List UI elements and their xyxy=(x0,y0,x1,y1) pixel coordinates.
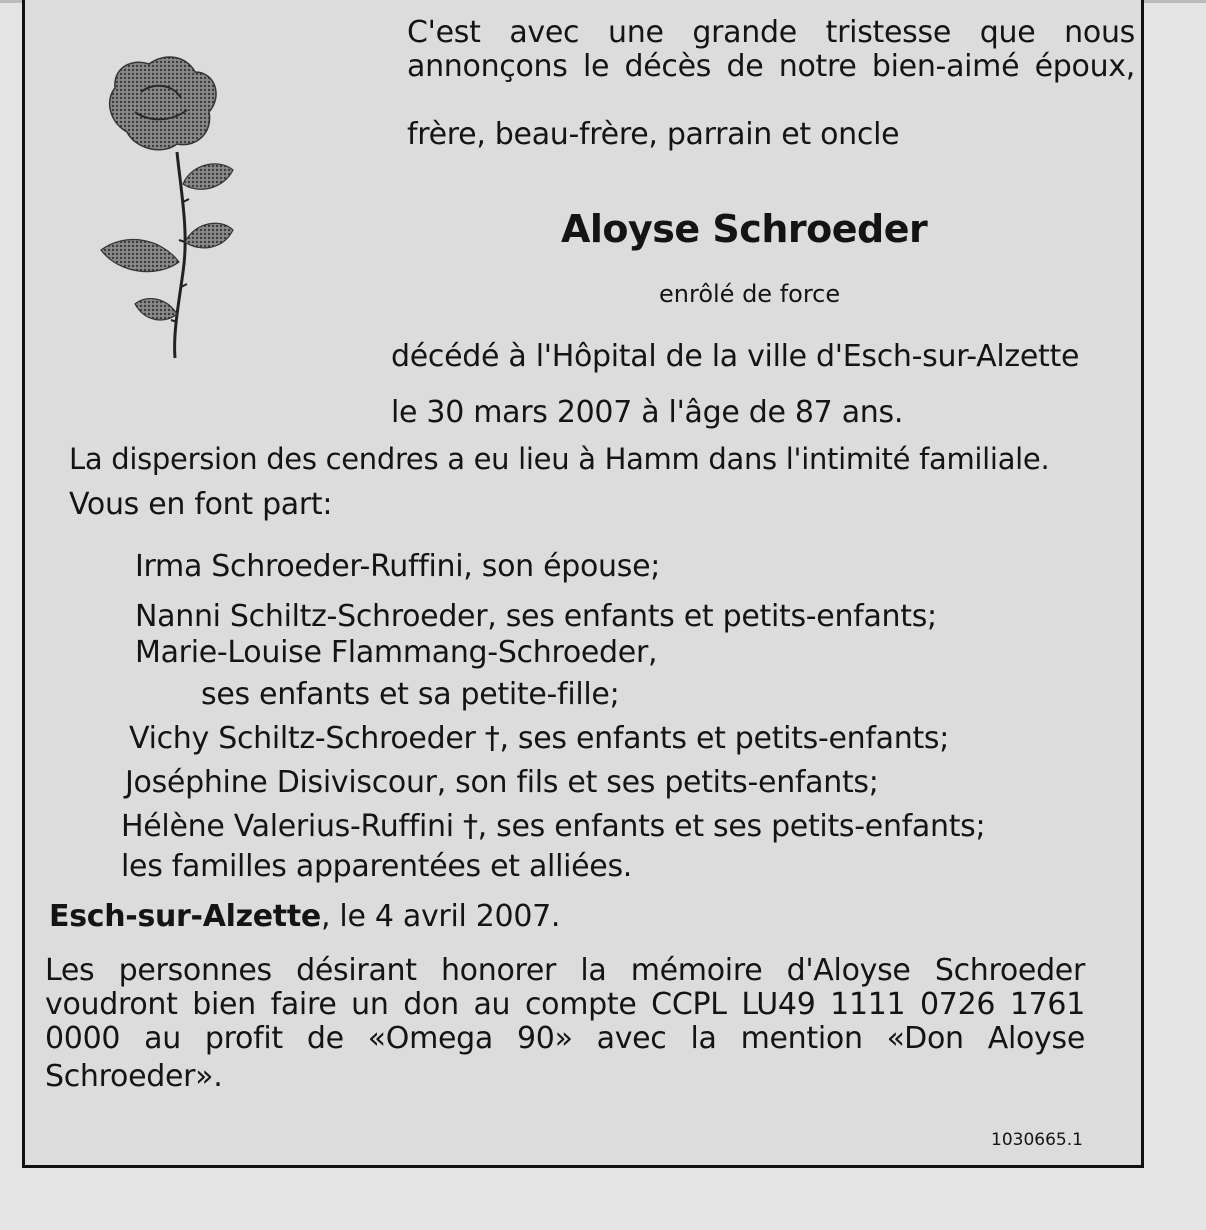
rose-icon xyxy=(91,52,241,364)
family-line: ses enfants et sa petite-fille; xyxy=(201,677,620,712)
intro-text xyxy=(407,16,1135,84)
ashes-line: La dispersion des cendres a eu lieu à Hamm dans l'intimité familiale. xyxy=(69,442,1050,476)
donation-line: Schroeder». xyxy=(45,1059,223,1094)
donation-line: Les personnes désirant honorer la mémoire d'Aloyse Schroeder xyxy=(45,953,1085,988)
dateline-place: Esch-sur-Alzette xyxy=(49,899,321,934)
family-line: Marie-Louise Flammang-Schroeder, xyxy=(135,635,658,670)
intro-line: annonçons le décès de notre bien-aimé époux, xyxy=(407,49,1135,84)
death-line: décédé à l'Hôpital de la ville d'Esch-sur-Alzette xyxy=(391,339,1080,374)
family-line: les familles apparentées et alliées. xyxy=(121,849,633,884)
family-line: Irma Schroeder-Ruffini, son épouse; xyxy=(135,549,661,584)
dateline xyxy=(49,900,560,934)
dateline-date: , le 4 avril 2007. xyxy=(320,899,561,934)
reference-number: 1030665.1 xyxy=(991,1130,1083,1150)
deceased-note: enrôlé de force xyxy=(659,280,841,308)
intro-line: C'est avec une grande tristesse que nous xyxy=(407,15,1135,50)
family-line: Joséphine Disiviscour, son fils et ses petits-enfants; xyxy=(125,765,879,800)
donation-text xyxy=(45,954,1085,1056)
announce-label: Vous en font part: xyxy=(69,487,333,522)
family-line: Hélène Valerius-Ruffini †, ses enfants et ses petits-enfants; xyxy=(121,809,986,844)
intro-line: frère, beau-frère, parrain et oncle xyxy=(407,117,900,152)
family-line: Nanni Schiltz-Schroeder, ses enfants et petits-enfants; xyxy=(135,599,937,634)
donation-line: voudront bien faire un don au compte CCPL LU49 1111 0726 1761 xyxy=(45,987,1085,1022)
death-line: le 30 mars 2007 à l'âge de 87 ans. xyxy=(391,395,904,430)
family-line: Vichy Schiltz-Schroeder †, ses enfants et petits-enfants; xyxy=(129,721,950,756)
obituary-notice xyxy=(22,0,1144,1168)
deceased-name: Aloyse Schroeder xyxy=(561,207,928,251)
donation-line: 0000 au profit de «Omega 90» avec la mention «Don Aloyse xyxy=(45,1021,1085,1056)
